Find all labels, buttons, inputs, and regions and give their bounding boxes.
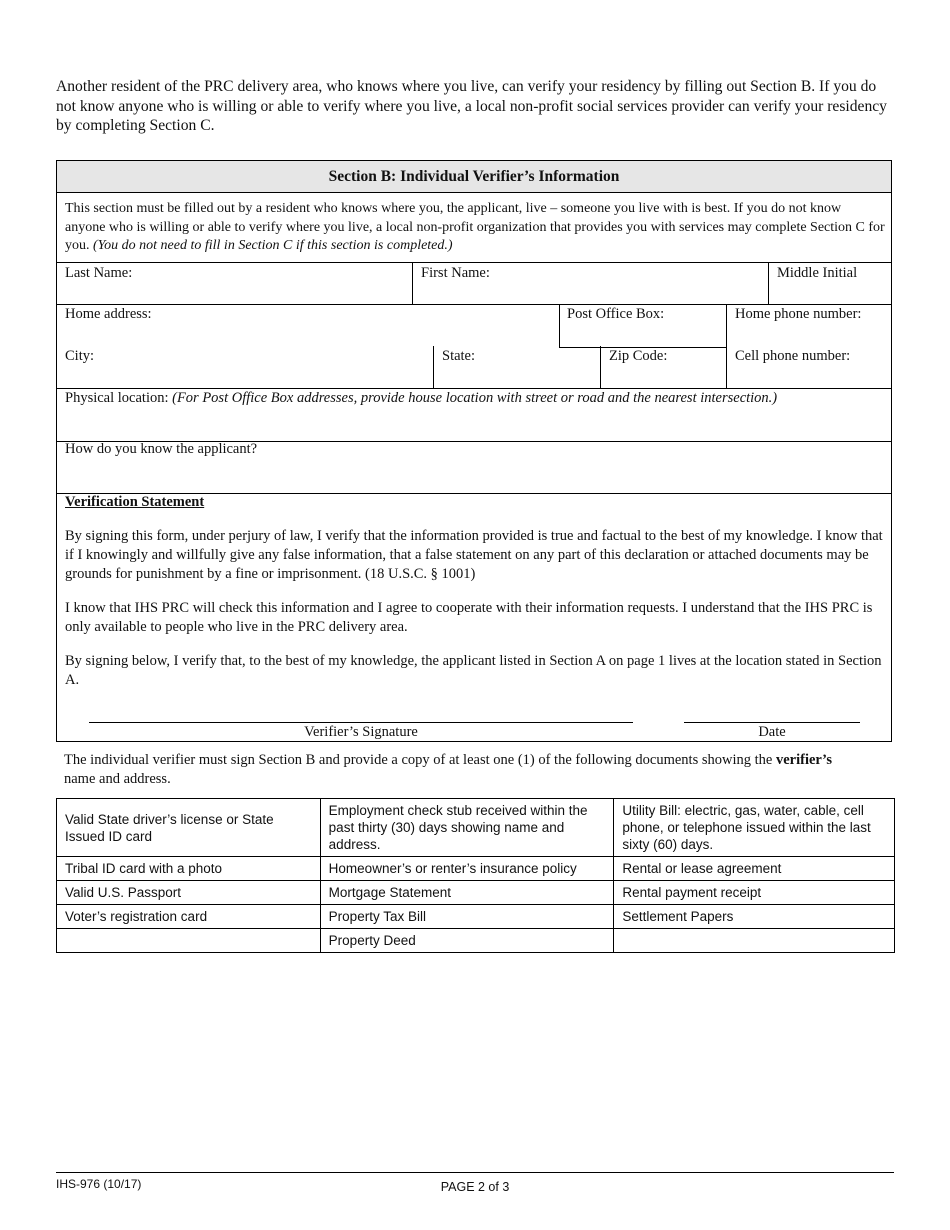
verification-para-2: I know that IHS PRC will check this information and I agree to cooperate with their information requests. I understand that the IHS PRC is only available to people who live in the PRC delivery area. (65, 600, 873, 635)
signature-label: Verifier’s Signature (304, 724, 418, 740)
table-row (57, 881, 895, 905)
first-name-label: First Name: (421, 265, 490, 281)
physical-location-note: (For Post Office Box addresses, provide house location with street or road and the nearest intersection.) (172, 390, 778, 406)
table-cell: Mortgage Statement (320, 881, 614, 905)
description-note: (You do not need to fill in Section C if this section is completed.) (93, 238, 453, 253)
middle-initial-label: Middle Initial (777, 265, 858, 281)
section-b-description (65, 200, 885, 256)
signature-line[interactable] (89, 722, 633, 723)
verification-para-3: By signing below, I verify that, to the best of my knowledge, the applicant listed in Section A on page 1 lives at the location stated in Section A. (65, 653, 882, 688)
documents-note (64, 751, 864, 789)
how-know-label: How do you know the applicant? (65, 441, 258, 457)
documents-note-text: The individual verifier must sign Section B and provide a copy of at least one (1) of the following documents showing the (64, 752, 773, 768)
table-cell (57, 929, 321, 953)
form-code: IHS-976 (10/17) (56, 1177, 142, 1191)
verification-para-1: By signing this form, under perjury of law, I verify that the information provided is true and factual to the best of my knowledge. I know that if I knowingly and willfully give any false information, that a false statement on any part of this declaration or attached documents may be grounds for punishment by a fine or imprisonment. (18 U.S.C. § 1001) (65, 528, 883, 582)
cell-divider (433, 346, 434, 388)
cell-divider (559, 304, 560, 347)
description-text: This section must be filled out by a resident who knows where you, the applicant, live – someone you live with is best. If you do not know anyone who is willing or able to verify where you live, a local non-profit organization that provides you with services may complete Section C for you. (65, 201, 885, 253)
row-divider (57, 304, 891, 305)
footer-rule (56, 1172, 894, 1173)
documents-note-end: name and address. (64, 771, 171, 787)
section-b-form (56, 160, 892, 742)
home-address-label: Home address: (65, 306, 152, 322)
table-cell: Valid State driver’s license or State Issued ID card (57, 799, 321, 857)
table-cell: Voter’s registration card (57, 905, 321, 929)
date-label: Date (758, 724, 786, 740)
row-divider (57, 388, 891, 389)
intro-paragraph: Another resident of the PRC delivery area, who knows where you live, can verify your residency by filling out Section B. If you do not know anyone who is willing or able to verify where you live, a local non-profit social services provider can verify your residency by completing Section C. (56, 78, 887, 134)
verification-heading: Verification Statement (65, 494, 205, 510)
zip-code-label: Zip Code: (609, 348, 668, 364)
physical-location-text: Physical location: (65, 390, 169, 406)
po-box-label: Post Office Box: (567, 306, 665, 322)
table-cell: Settlement Papers (614, 905, 895, 929)
row-divider (57, 262, 891, 263)
table-row (57, 905, 895, 929)
table-cell: Employment check stub received within the past thirty (30) days showing name and address. (320, 799, 614, 857)
cell-divider (600, 346, 601, 388)
cell-divider (768, 262, 769, 304)
page-number: PAGE 2 of 3 (440, 1180, 510, 1194)
table-row (57, 799, 895, 857)
table-cell: Property Deed (320, 929, 614, 953)
home-phone-label: Home phone number: (735, 306, 862, 322)
table-cell: Rental or lease agreement (614, 857, 895, 881)
table-cell: Rental payment receipt (614, 881, 895, 905)
state-label: State: (442, 348, 476, 364)
city-label: City: (65, 348, 95, 364)
physical-location-label (65, 390, 777, 407)
table-cell: Utility Bill: electric, gas, water, cable, cell phone, or telephone issued within the last sixty (60) days. (614, 799, 895, 857)
cell-divider (412, 262, 413, 304)
table-cell: Valid U.S. Passport (57, 881, 321, 905)
table-cell (614, 929, 895, 953)
section-b-title: Section B: Individual Verifier’s Information (57, 161, 891, 193)
documents-note-bold: verifier’s (775, 752, 833, 768)
table-cell: Tribal ID card with a photo (57, 857, 321, 881)
table-cell: Property Tax Bill (320, 905, 614, 929)
documents-table (56, 798, 895, 953)
table-row (57, 929, 895, 953)
last-name-label: Last Name: (65, 265, 133, 281)
cell-phone-label: Cell phone number: (735, 348, 851, 364)
date-line[interactable] (684, 722, 860, 723)
table-row (57, 857, 895, 881)
table-cell: Homeowner’s or renter’s insurance policy (320, 857, 614, 881)
documents-table-body (57, 799, 895, 953)
cell-divider (726, 304, 727, 388)
